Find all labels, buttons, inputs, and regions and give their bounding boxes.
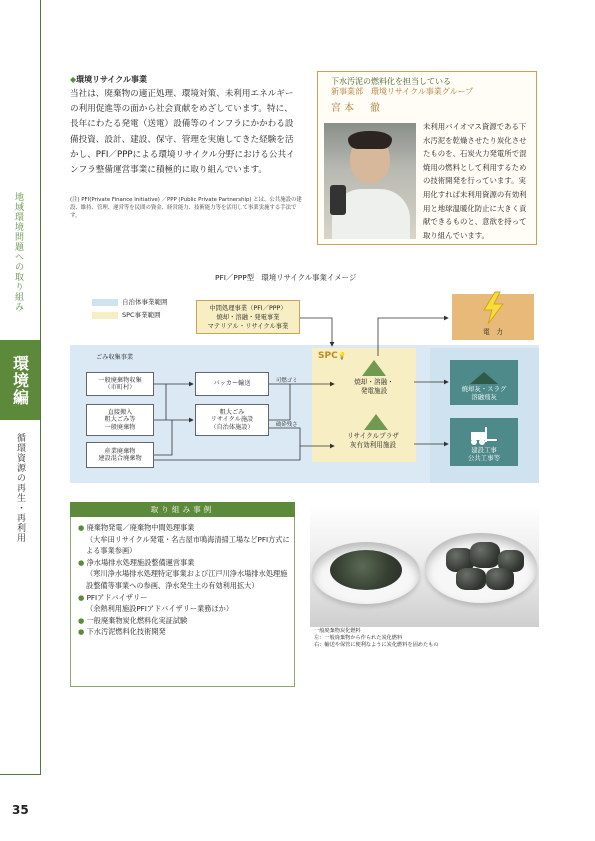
staff-photo [324, 123, 416, 239]
legend-swatch [92, 299, 118, 306]
flow-label-combustible: 可燃ゴミ [276, 378, 298, 384]
legend-swatch [92, 312, 118, 319]
fuel-lump [456, 568, 486, 590]
recycle-plaza-label: リサイクルプラザ 灰有効利用施設 [347, 432, 399, 449]
output-construction: 建設工事 公共工事等 [450, 418, 518, 466]
diagram-title: PFI／PPP型 環境リサイクル事業イメージ [215, 273, 357, 282]
list-item: （余熱利用施設PFIアドバイザリー業務ほか） [86, 604, 234, 614]
section-footnote: (注) PFI(Private Finance Initiative) ／PPP (Public Private Partnership) とは、公共施設の建設、維持、管理、運営等を民間の資金、経営能力、技術能力等を活用して事業実施する手法です。 [70, 197, 302, 219]
staff-name: 宮本 徹 [331, 103, 383, 114]
mound-icon [469, 371, 499, 385]
photo-caption: 一般廃棄物炭化燃料 左：一般廃棄物から作られた炭化燃料 右：輸送や保管に便利なように炭化燃料を固めたもの [314, 628, 439, 648]
sidebar-divider [40, 0, 41, 775]
mound-icon [362, 360, 386, 376]
legend-municipal: 自治体事業範囲 [92, 297, 168, 306]
list-item: ● PFIアドバイザリー [78, 592, 148, 602]
source-general-waste: 一般廃棄物収集 （市町村） [86, 372, 154, 396]
mound-icon [364, 414, 388, 430]
legend-spc: SPC事業範囲 [92, 310, 161, 319]
staff-role: 下水汚泥の燃料化を担当している 新事業部 環境リサイクル事業グループ [331, 77, 474, 96]
electric-power-box: 電 力 [452, 294, 534, 340]
fuel-lump [486, 568, 514, 590]
lightning-icon [478, 291, 508, 325]
examples-title: 取り組み事例 [70, 502, 295, 517]
incineration-plant-label: 焼却・溶融・ 発電施設 [354, 378, 394, 395]
sidebar-section-label: 地域環境問題への取り組み [13, 192, 23, 312]
list-item: ● 一般廃棄物炭化燃料化実証試験 [78, 615, 188, 625]
sidebar-subsection-label: 循環資源の再生・再利用 [15, 433, 25, 543]
list-item: （大牟田リサイクル発電・名古屋市鳴海清掃工場などPFI方式による事業参画） [86, 534, 290, 556]
flow-label-crushed: 破砕残さ [276, 422, 298, 428]
bulb-icon: 💡 [337, 352, 347, 360]
fuel-lump [470, 542, 500, 568]
chapter-badge: 環境編 [0, 340, 40, 420]
page-number: 35 [12, 803, 29, 817]
packer-transport-box: パッカー輸送 [195, 372, 269, 396]
intermediate-processing-box: 中間処理事業（PFI／PPP） 焼却・溶融・発電事業 マテリアル・リサイクル事業 [196, 300, 300, 334]
list-item: ● 浄水場排水処理施設整備運営事業 [78, 557, 195, 567]
source-industrial-waste: 産業廃棄物 建設混合廃棄物 [86, 442, 154, 468]
list-item: ● 下水汚泥燃料化技術開発 [78, 627, 166, 637]
bulky-waste-facility-box: 粗大ごみ リサイクル施設 （自治体施設） [195, 404, 269, 436]
section-body: 当社は、廃棄物の適正処理、環境対策、未利用エネルギーの利用促進等の面から社会貢献をめざしています。特に、長年にわたる発電（送電）設備等のインフラにかかわる設備投資、設計、建設、保守、管理を実施してきた経験を活かし、PFI／PPPによる環境リサイクル分野における公共インフラ整備運営事業に積極的に取り組んでいます。 [70, 89, 295, 176]
forklift-icon [467, 426, 501, 446]
spc-label: SPC💡 [318, 351, 347, 361]
section-heading: ◆環境リサイクル事業 [70, 75, 148, 84]
list-item: ● 廃棄物発電／廃棄物中間処理事業 [78, 523, 195, 532]
staff-quote-text: 未利用バイオマス資源である下水汚泥を乾燥させたり炭化させたものを、石炭火力発電所で混焼用の燃料として利用するための技術開発を行っています。実用化すれば未利用資源の有効利用と地球温暖化防止に大きく貢献できるものと、意欲を持って取り組んでいます。 [423, 122, 527, 240]
examples-list [78, 522, 292, 638]
collection-label: ごみ収集事業 [96, 354, 134, 361]
output-ash-slag: 焼却灰・スラグ 溶融飛灰 [450, 360, 518, 405]
source-direct-delivery: 直接搬入 粗大ごみ等 一般廃棄物 [86, 404, 154, 436]
list-item: （寒川浄水場排水処理特定事業および江戸川浄水場排水処理施設整備等事業への参画、浄水発生土の有効利用拡大） [86, 569, 288, 590]
diamond-icon: ◆ [70, 75, 77, 84]
sidebar-bottom-rule [0, 774, 41, 775]
carbonized-powder [330, 550, 402, 590]
